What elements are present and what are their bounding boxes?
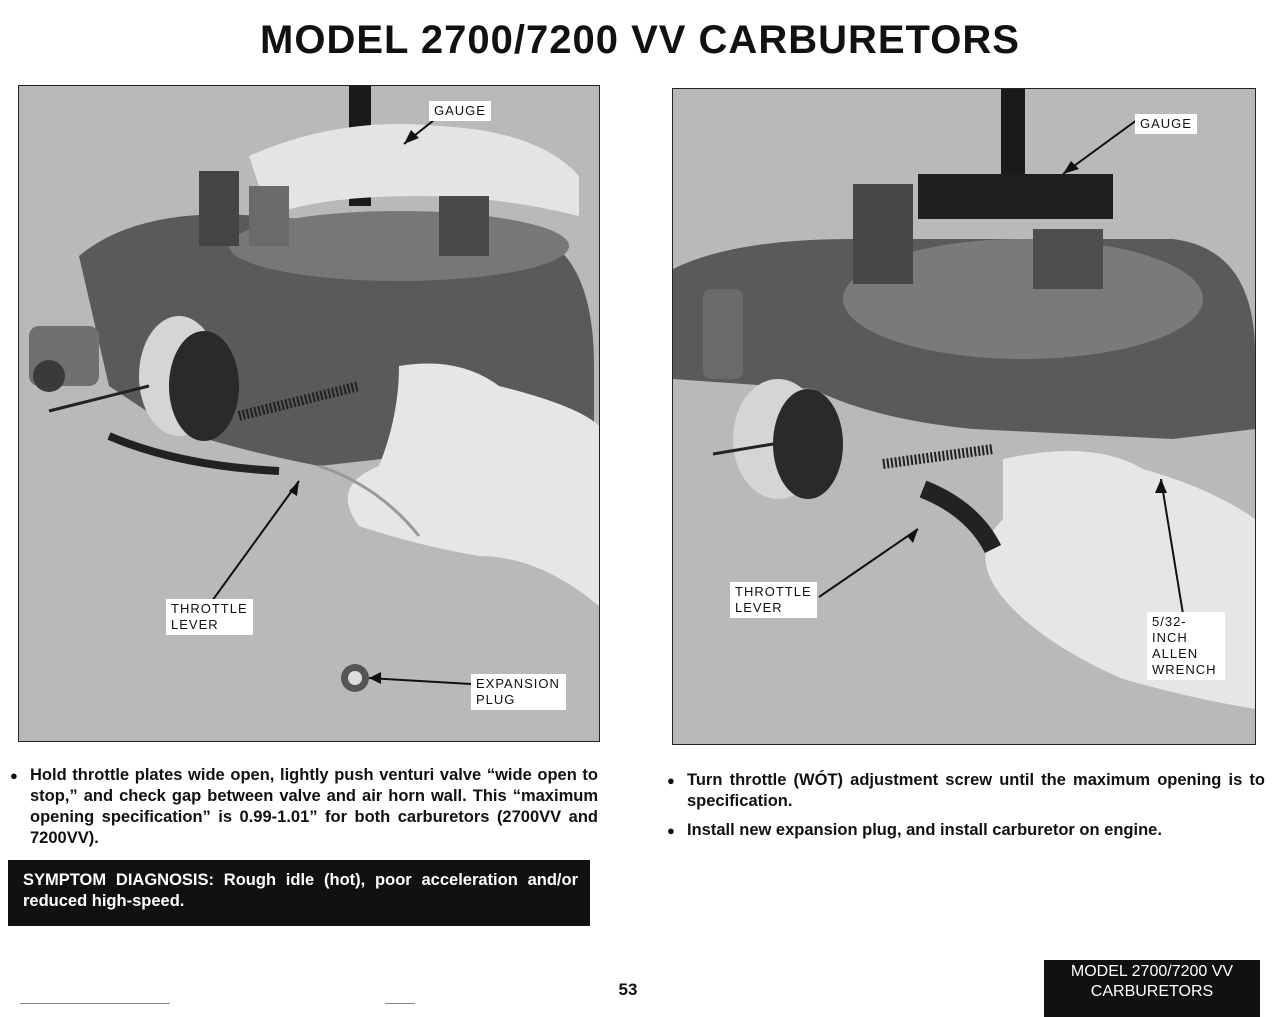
right-instructions — [665, 770, 1265, 849]
carburetor-illustration-left — [19, 86, 599, 741]
gauge-callout-right: GAUGE — [1135, 114, 1197, 134]
instruction-bullet: ● Install new expansion plug, and install carburetor on engine. — [665, 820, 1265, 841]
section-footer-badge: MODEL 2700/7200 VV CARBURETORS — [1044, 960, 1260, 1017]
symptom-diagnosis-box: SYMPTOM DIAGNOSIS: Rough idle (hot), poor acceleration and/or reduced high-speed. — [8, 860, 590, 926]
throttle-lever-callout-right: THROTTLE LEVER — [730, 582, 817, 618]
page-title: MODEL 2700/7200 VV CARBURETORS — [260, 18, 1020, 62]
left-instructions — [8, 765, 598, 857]
scan-artifact-line — [20, 1003, 170, 1004]
photo-gauge-throttle-lever-left — [18, 85, 600, 742]
instruction-bullet: ● Hold throttle plates wide open, lightly push venturi valve “wide open to stop,” and check gap between valve and air horn wall. This “maximum opening specification” is 0.99-1.01” for both carburetors (2700VV and 7200VV). — [8, 765, 598, 849]
gauge-callout-left: GAUGE — [429, 101, 491, 121]
photo-throttle-allen-wrench-right — [672, 88, 1256, 745]
scan-artifact-line — [385, 1003, 415, 1004]
throttle-lever-callout-left: THROTTLE LEVER — [166, 599, 253, 635]
page-number: 53 — [618, 980, 638, 999]
allen-wrench-callout: 5/32-INCH ALLEN WRENCH — [1147, 612, 1225, 680]
instruction-bullet: ● Turn throttle (WÓT) adjustment screw until the maximum opening is to specification. — [665, 770, 1265, 812]
expansion-plug-callout: EXPANSION PLUG — [471, 674, 566, 710]
